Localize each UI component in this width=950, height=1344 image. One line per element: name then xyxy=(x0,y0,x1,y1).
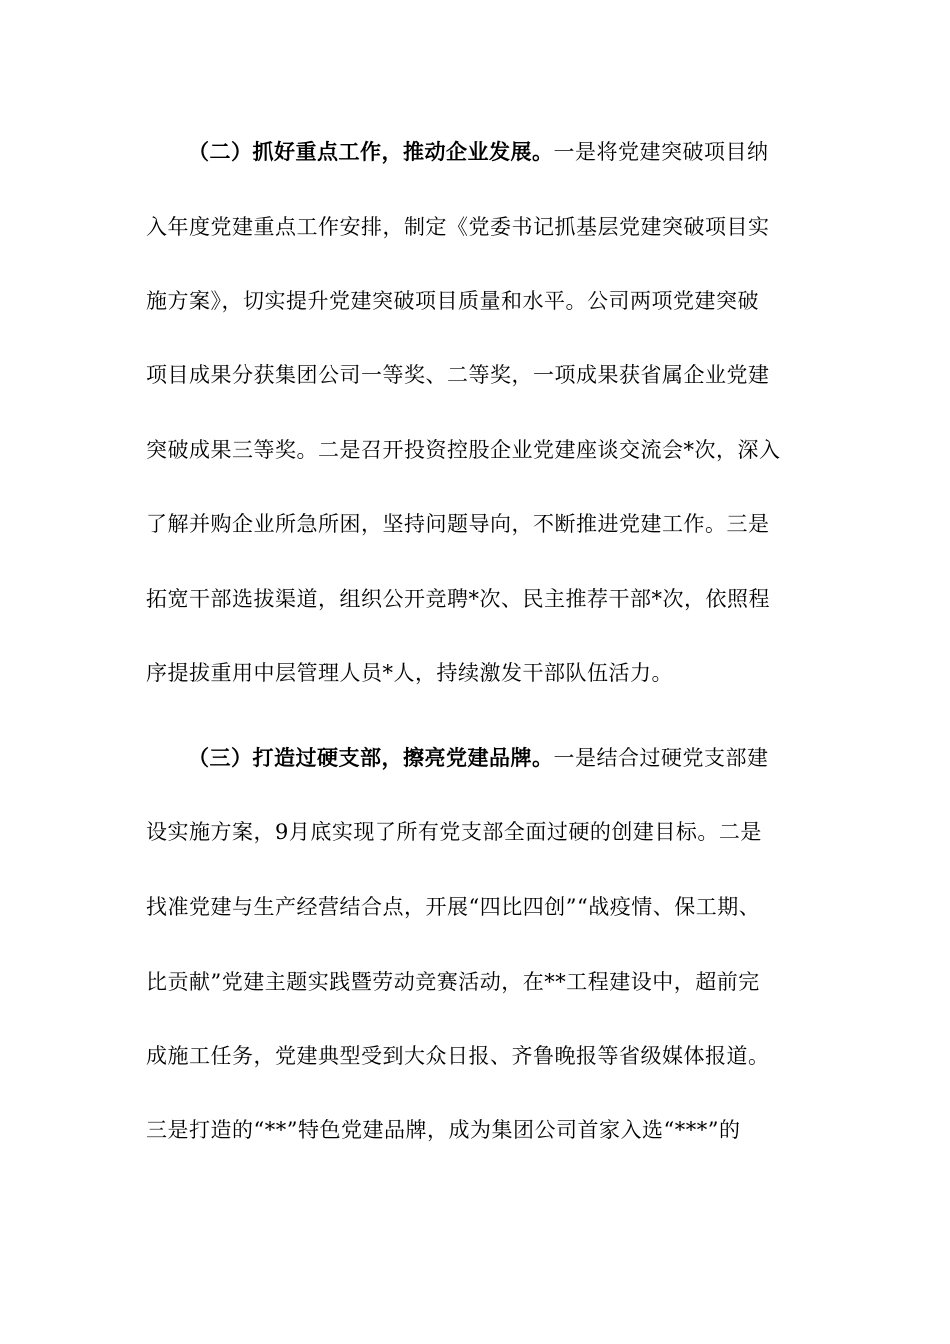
paragraph-1-line-1 xyxy=(188,136,806,168)
paragraph-1-line-5: 突破成果三等奖。二是召开投资控股企业党建座谈交流会*次，深入 xyxy=(146,438,781,462)
paragraph-1-line-4: 项目成果分获集团公司一等奖、二等奖，一项成果获省属企业党建 xyxy=(146,363,770,387)
paragraph-1-line-3: 施方案》，切实提升党建突破项目质量和水平。公司两项党建突破 xyxy=(146,289,759,313)
paragraph-2-line-5: 成施工任务，党建典型受到大众日报、齐鲁晚报等省级媒体报道。 xyxy=(146,1044,770,1068)
paragraph-1-line-2: 入年度党建重点工作安排，制定《党委书记抓基层党建突破项目实 xyxy=(146,215,770,239)
paragraph-1-line-8: 序提拔重用中层管理人员*人，持续激发干部队伍活力。 xyxy=(146,661,673,685)
paragraph-2-line-2: 设实施方案，9月底实现了所有党支部全面过硬的创建目标。二是 xyxy=(146,820,762,844)
paragraph-1-line-7: 拓宽干部选拔渠道，组织公开竞聘*次、民主推荐干部*次，依照程 xyxy=(146,587,770,611)
paragraph-1-heading: （二）抓好重点工作，推动企业发展。 xyxy=(188,139,554,164)
paragraph-2-line-4: 比贡献”党建主题实践暨劳动竞赛活动，在**工程建设中，超前完 xyxy=(146,970,760,994)
paragraph-2-line-1 xyxy=(188,742,806,774)
paragraph-1-text: 一是将党建突破项目纳 xyxy=(553,140,769,164)
paragraph-2-line-6: 三是打造的“**”特色党建品牌，成为集团公司首家入选“***”的 xyxy=(146,1118,741,1142)
paragraph-2-heading: （三）打造过硬支部，擦亮党建品牌。 xyxy=(188,745,554,770)
paragraph-1-line-6: 了解并购企业所急所困，坚持问题导向，不断推进党建工作。三是 xyxy=(146,512,770,536)
paragraph-2-line-3: 找准党建与生产经营结合点，开展“四比四创”“战疫情、保工期、 xyxy=(146,895,761,919)
paragraph-2-text: 一是结合过硬党支部建 xyxy=(553,746,769,770)
